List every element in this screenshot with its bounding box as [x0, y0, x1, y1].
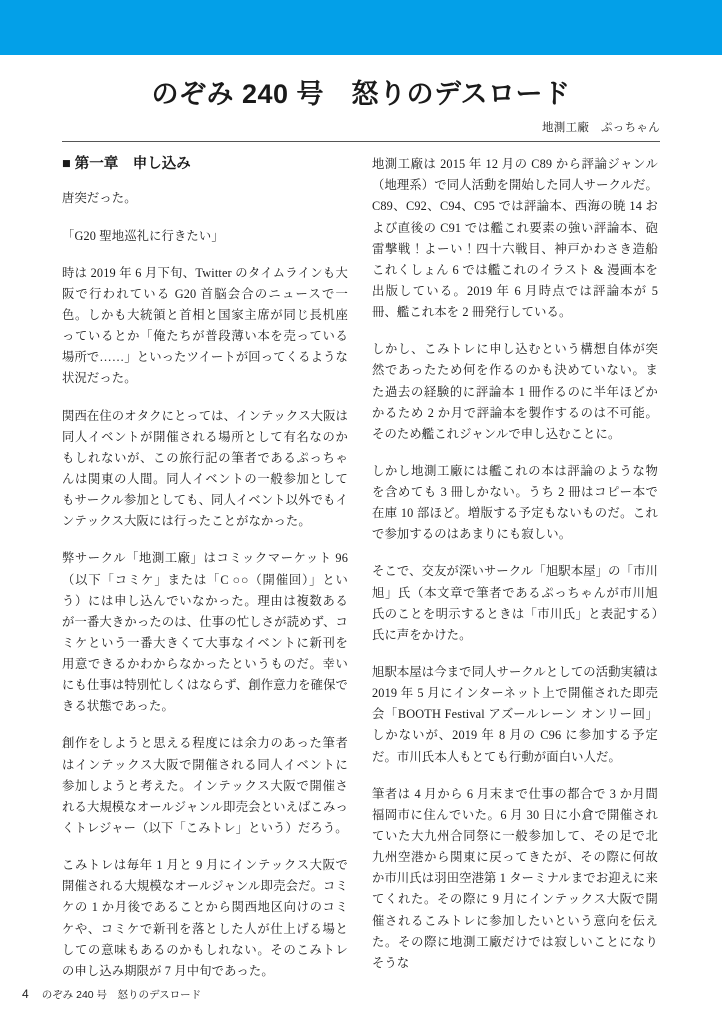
page-title: のぞみ 240 号 怒りのデスロード — [151, 79, 571, 109]
paragraph: こみトレは毎年 1 月と 9 月にインテックス大阪で開催される大規模なオールジャンル即売会だ。コミケの 1 か月後であることから関西地区向けのコミケや、コミケで新刊を落とした人が仕上げる場としての意味もあるのかもしれない。そのこみトレの申し込み期限が 7 月中旬であった。 — [62, 858, 348, 978]
paragraph: そこで、交友が深いサークル「旭駅本屋」の「市川旭」氏（本文章で筆者であるぷっちゃんが市川旭氏のことを明示するときは「市川氏」と表記する）氏に声をかけた。 — [372, 564, 658, 642]
paragraph: 地測工廠は 2015 年 12 月の C89 から評論ジャンル（地理系）で同人活動を開始した同人サークルだ。C89、C92、C94、C95 では評論本、西海の暁 14 および直後の C91 では艦これ要素の強い評論本、砲雷撃戦！よーい！四十六戦目、神戸かわさき造船これくしょん 6 では艦これのイラスト & 漫画本を出版している。2019 年 6 月時点では評論本が 5 冊、艦これ本を 2 冊発行している。 — [372, 157, 658, 320]
title-block — [0, 55, 722, 142]
section-heading: ■ 第一章 申し込み — [62, 156, 191, 173]
paragraph: 関西在住のオタクにとっては、インテックス大阪は同人イベントが開催される場所として有名なのかもしれないが、この旅行記の筆者であるぷっちゃんは関東の人間。同人イベントの一般参加としてもサークル参加としても、同人イベント以外でもインテックス大阪には行ったことがなかった。 — [62, 408, 348, 529]
title-divider — [62, 141, 660, 142]
right-column — [372, 154, 658, 974]
left-column — [62, 154, 348, 982]
page-footer — [22, 987, 201, 1002]
paragraph: 時は 2019 年 6 月下旬、Twitter のタイムラインも大阪で行われている G20 首脳会合のニュースで一色。しかも大統領と首相と国家主席が同じ長机座っているとか「俺たちが普段薄い本を売っている場所で……」といったツイートが回ってくるような状況だった。 — [62, 265, 348, 386]
paragraph: 筆者は 4 月から 6 月末まで仕事の都合で 3 か月間福岡市に住んでいた。6 月 30 日に小倉で開催されていた大九州合同祭に一般参加して、その足で北九州空港から関東に戻ってきたが、その際に何故か市川氏は羽田空港第 1 ターミナルまでお迎えに来てくれた。その際に 9 月にインテックス大阪で開催されるこみトレに参加したいという意向を伝えた。その際に地測工廠だけでは寂しいことになりそうな — [372, 786, 658, 970]
two-column-body — [62, 154, 660, 982]
paragraph: 弊サークル「地測工廠」はコミックマーケット 96（以下「コミケ」または「C ○○（開催回）」という）には申し込んでいなかった。理由は複数あるが一番大きかったのは、仕事の忙しさが読めず、コミケという一番大きくて大事なイベントに新刊を用意できるかわからなかったというものだ。幸いにも仕事は特別忙しくはならず、創作意力を確保できる状態であった。 — [62, 551, 348, 714]
paragraph: 唐突だった。 — [62, 191, 137, 206]
byline: 地測工廠 ぷっちゃん — [542, 122, 660, 135]
paragraph: しかし地測工廠には艦これの本は評論のような物を含めても 3 冊しかない。うち 2 冊はコピー本で在庫 10 部ほど。増版する予定もないものだ。これで参加するのはあまりにも寂しい。 — [372, 463, 658, 542]
top-banner — [0, 0, 722, 55]
paragraph: 旭駅本屋は今まで同人サークルとしての活動実績は 2019 年 5 月にインターネット上で開催された即売会「BOOTH Festival アズールレーン オンリー回」しかないが、2019 年 8 月の C96 に参加する予定だ。市川氏本人もとても行動が面白い人だ。 — [372, 665, 658, 764]
page-number: 4 — [22, 987, 29, 1001]
paragraph: 創作をしようと思える程度には余力のあった筆者はインテックス大阪で開催される同人イベントに参加しようと考えた。インテックス大阪で開催される大規模なオールジャンル即売会といえばこみっくトレジャー（以下「こみトレ」という）だろう。 — [62, 736, 348, 836]
running-title: のぞみ 240 号 怒りのデスロード — [41, 989, 202, 1001]
paragraph: しかし、こみトレに申し込むという構想自体が突然であったため何を作るのかも決めていない。また過去の経験的に評論本 1 冊作るのに半年ほどかかるため 2 か月で評論本を製作するのは不可能。そのため艦これジャンルで申し込むことに。 — [372, 342, 658, 441]
paragraph: 「G20 聖地巡礼に行きたい」 — [62, 228, 224, 243]
page-content — [0, 55, 722, 1024]
